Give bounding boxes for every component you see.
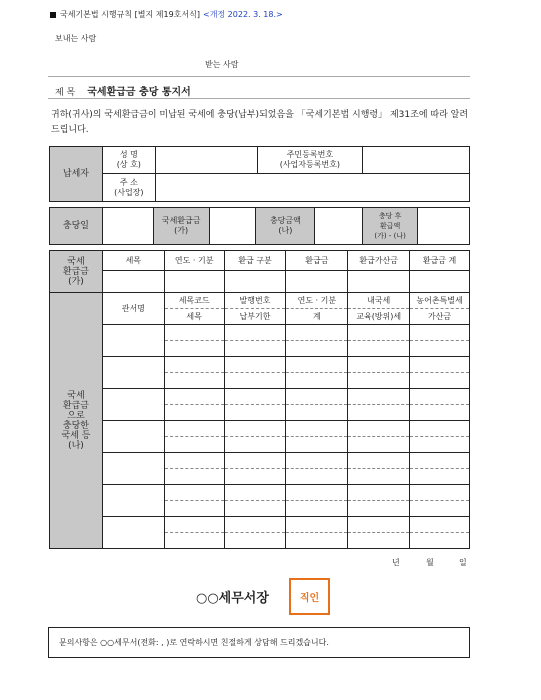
refund-cell: [164, 271, 224, 293]
address-label: 주 소 (사업장): [102, 174, 155, 202]
offset-col-header: 세목코드: [164, 293, 224, 309]
offset-col-header: 가산금: [410, 309, 470, 325]
date-day: 일: [459, 558, 467, 567]
refund-amount-label: 국세환급금 (가): [153, 208, 209, 245]
offset-col-header: 연도 · 기분: [286, 293, 348, 309]
offset-col-header: 세목: [164, 309, 224, 325]
offset-amount-value: [315, 208, 363, 245]
offset-summary-table: [49, 207, 470, 245]
square-bullet-icon: [50, 12, 56, 18]
offset-amount-label: 충당금액 (나): [256, 208, 315, 245]
date-month: 월: [426, 558, 434, 567]
form-title: 국세기본법 시행규칙 [별지 제19호서식]: [60, 10, 200, 19]
official-seal: 직인: [289, 578, 330, 615]
refund-section-label: 국세 환급금 (가): [50, 251, 103, 293]
regno-label: 주민등록번호 (사업자등록번호): [257, 147, 363, 174]
office-label: 관서명: [102, 293, 164, 325]
balance-label: 충당 후 환급액 (가) - (나): [363, 208, 418, 245]
office-cell: [102, 357, 164, 389]
refund-amount-value: [209, 208, 256, 245]
detail-table: [49, 250, 470, 549]
divider: [48, 98, 470, 99]
refund-col-header: 연도 · 기분: [164, 251, 224, 271]
revision-date: <개정 2022. 3. 18.>: [202, 10, 283, 19]
offset-col-header: 납부기한: [224, 309, 286, 325]
offset-col-header: 계: [286, 309, 348, 325]
refund-cell: [410, 271, 470, 293]
offset-section-label: 국세 환급금 으로 충당한 국세 등 (나): [50, 293, 103, 549]
refund-cell: [348, 271, 410, 293]
sender-label: 보내는 사람: [55, 34, 97, 43]
office-cell: [102, 453, 164, 485]
offset-date-value: [102, 208, 153, 245]
office-cell: [102, 485, 164, 517]
subject-label: 제 목: [55, 88, 76, 98]
offset-col-header: 농어촌특별세: [410, 293, 470, 309]
tax-office-name: ○○세무서장: [196, 591, 269, 606]
refund-col-header: 환급금 계: [410, 251, 470, 271]
refund-cell: [102, 271, 164, 293]
inquiry-footer: 문의사항은 ○○세무서(전화: , )로 연락하시면 친절하게 상담해 드리겠습니다.: [48, 627, 470, 658]
form-header: [50, 9, 283, 20]
office-cell: [102, 421, 164, 453]
recipient-label: 받는 사람: [205, 60, 239, 69]
refund-col-header: 환급가산금: [348, 251, 410, 271]
name-label: 성 명 (상 호): [102, 147, 155, 174]
offset-col-header: 발행번호: [224, 293, 286, 309]
office-cell: [102, 325, 164, 357]
address-value: [155, 174, 469, 202]
offset-col-header: 내국세: [348, 293, 410, 309]
date-year: 년: [392, 558, 400, 567]
intro-text: 귀하(귀사)의 국세환급금이 미납된 국세에 충당(납부)되었음을 「국세기본법 시행령」 제31조에 따라 알려드립니다.: [51, 110, 469, 135]
office-cell: [102, 389, 164, 421]
subject-row: [55, 83, 191, 98]
document-title: 국세환급금 충당 통지서: [87, 87, 191, 98]
refund-cell: [224, 271, 286, 293]
name-value: [155, 147, 257, 174]
balance-value: [418, 208, 470, 245]
regno-value: [363, 147, 470, 174]
refund-cell: [286, 271, 348, 293]
offset-date-label: 충당일: [50, 208, 103, 245]
taxpayer-label: 납세자: [50, 147, 103, 202]
offset-col-header: 교육(방위)세: [348, 309, 410, 325]
refund-col-header: 환급금: [286, 251, 348, 271]
divider: [48, 76, 470, 77]
refund-col-header: 환급 구분: [224, 251, 286, 271]
refund-col-header: 세목: [102, 251, 164, 271]
office-cell: [102, 517, 164, 549]
taxpayer-table: [49, 146, 470, 202]
